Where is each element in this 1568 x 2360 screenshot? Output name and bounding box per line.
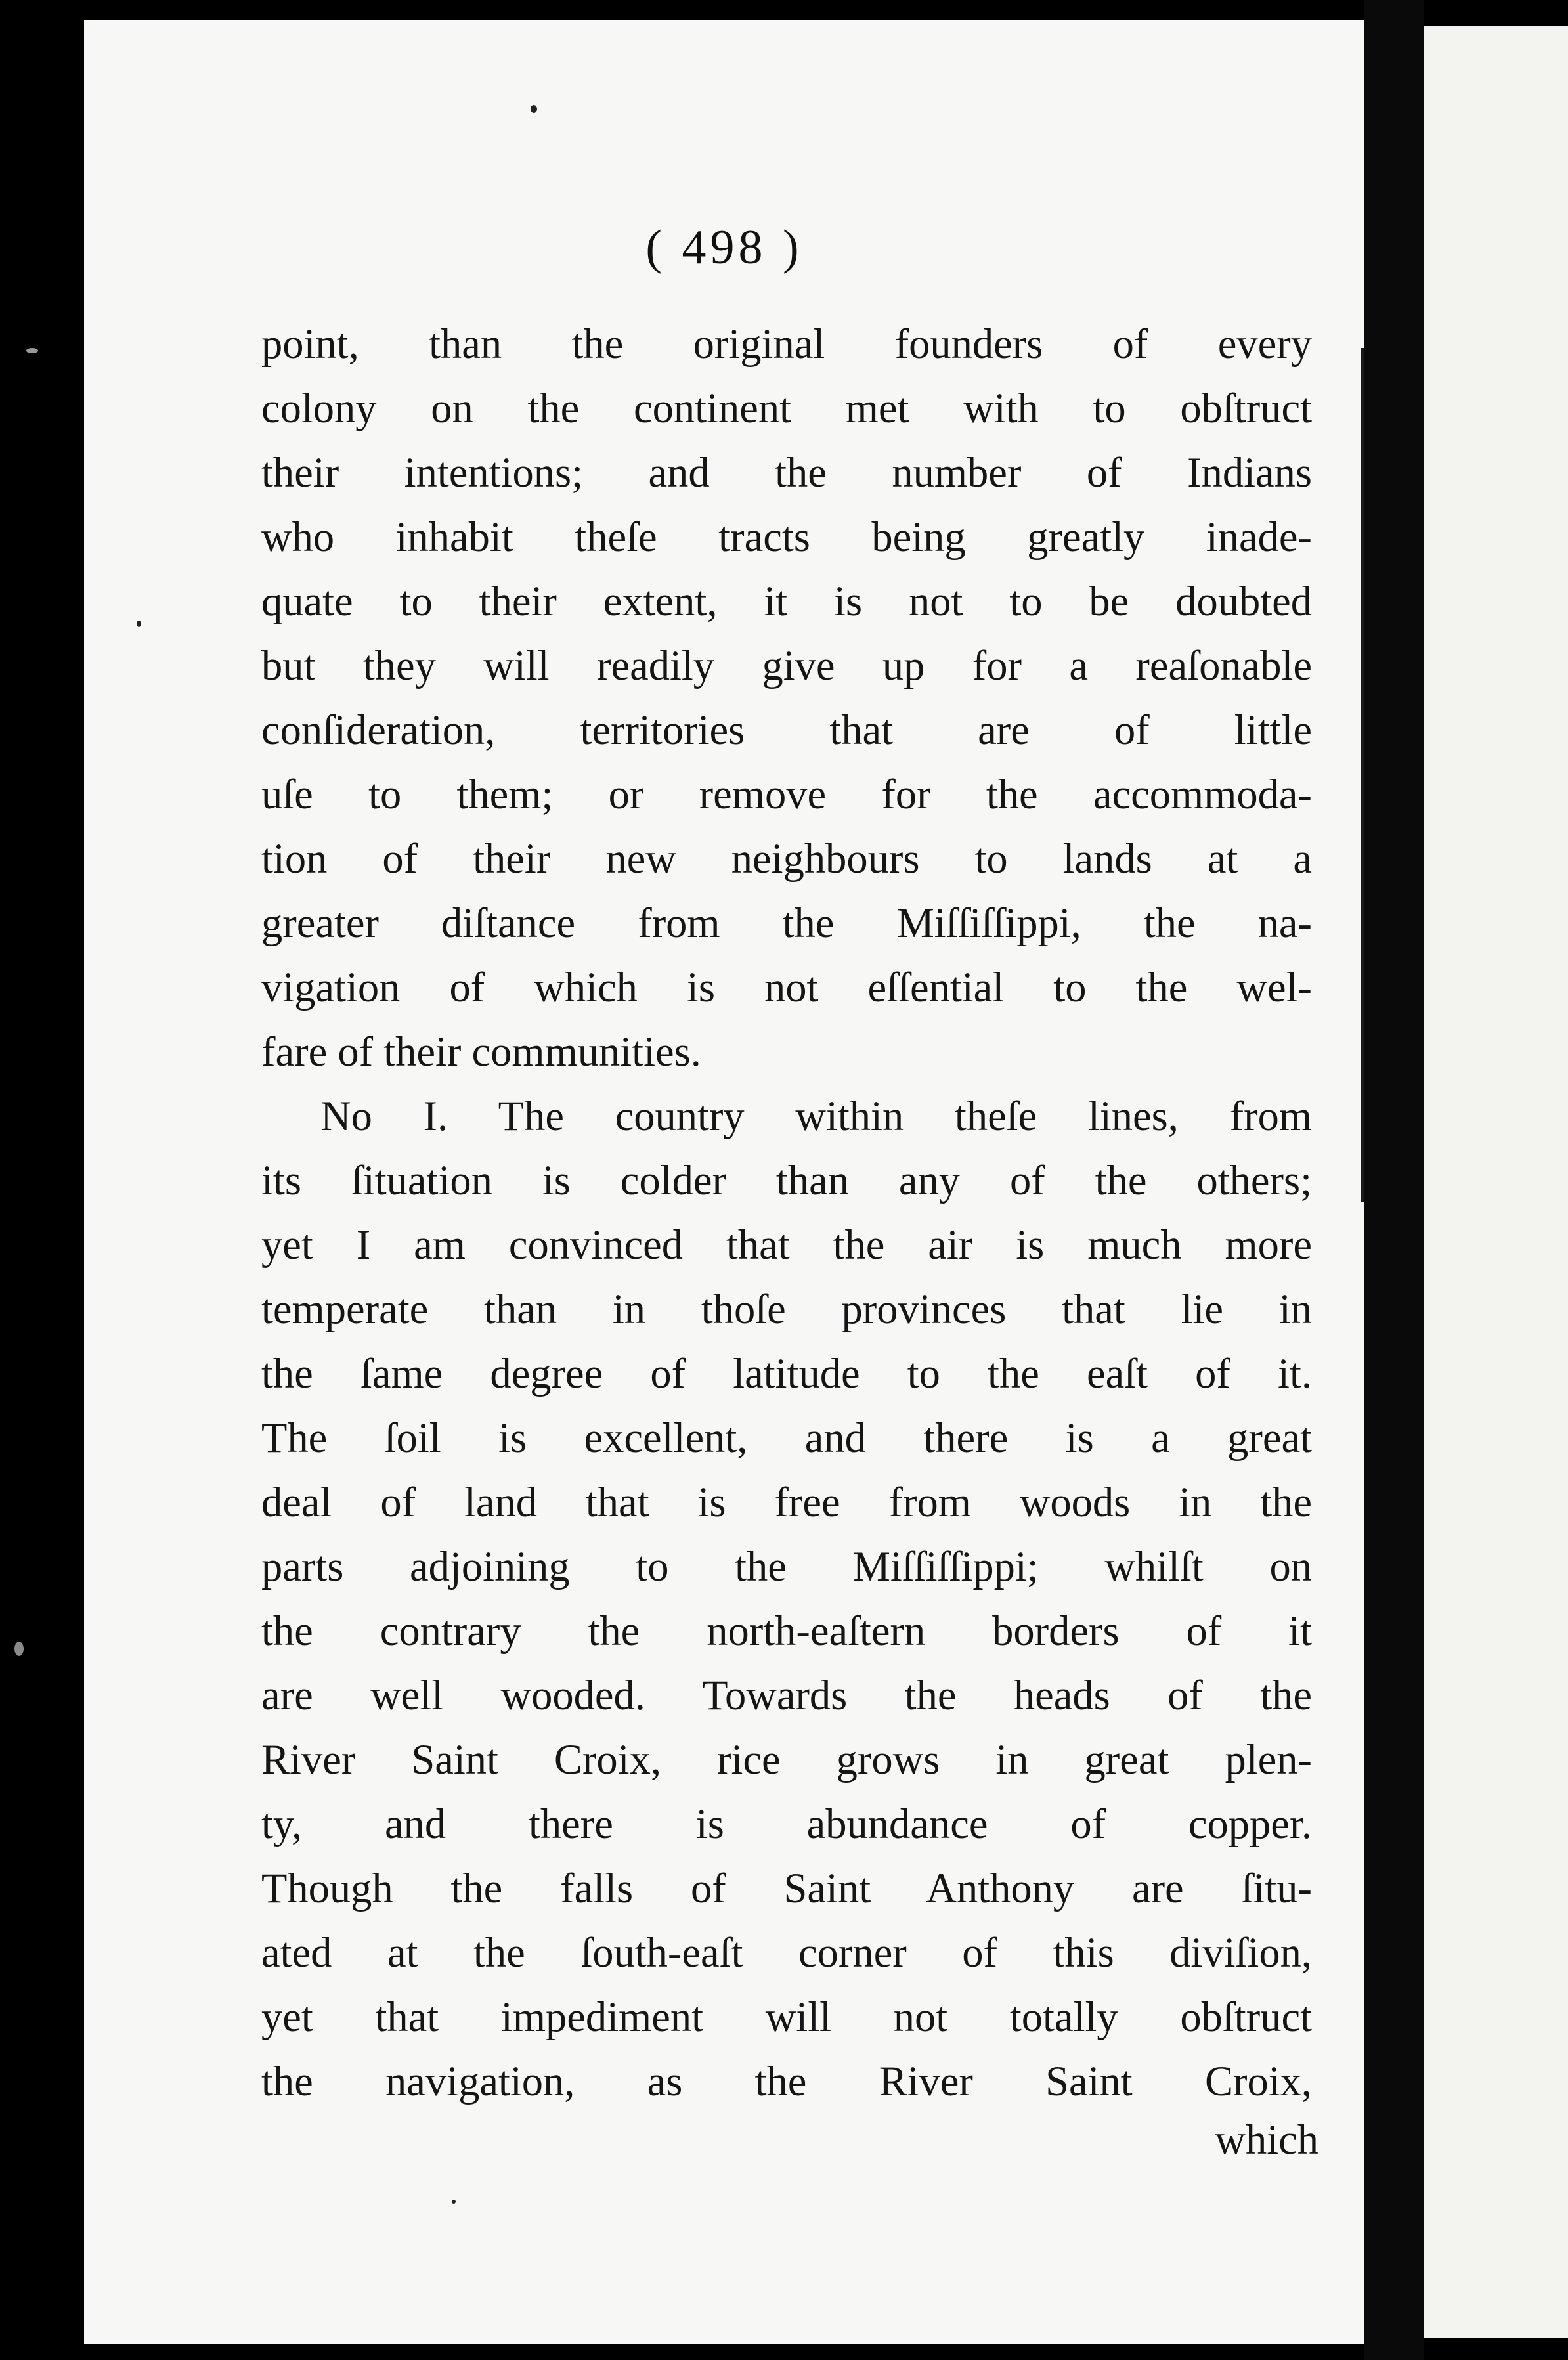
text-line: temperate than in thoſe provinces that lie in	[261, 1286, 1312, 1332]
text-line: fare of their communities.	[261, 1028, 701, 1075]
text-line: River Saint Croix, rice grows in great plen-	[261, 1736, 1312, 1783]
edge-mark	[1361, 348, 1364, 1202]
ink-speck	[531, 105, 537, 113]
page-text	[261, 312, 1312, 2114]
text-line: colony on the continent met with to obſtruct	[261, 385, 1312, 431]
text-line: ated at the ſouth-eaſt corner of this diviſion,	[261, 1929, 1312, 1976]
text-line: vigation of which is not eſſential to the wel-	[261, 964, 1312, 1011]
ink-speck	[452, 2200, 456, 2204]
text-line: deal of land that is free from woods in the	[261, 1479, 1312, 1525]
text-line: greater diſtance from the Miſſiſſippi, the na-	[261, 900, 1312, 946]
text-line: uſe to them; or remove for the accommoda-	[261, 771, 1312, 818]
text-line: quate to their extent, it is not to be doubted	[261, 578, 1312, 624]
text-line: their intentions; and the number of Indians	[261, 449, 1312, 496]
text-line: point, than the original founders of every	[261, 320, 1312, 367]
text-line: yet that impediment will not totally obſtruct	[261, 1994, 1312, 2040]
text-line: conſideration, territories that are of little	[261, 707, 1312, 753]
border-speck	[26, 348, 38, 353]
text-line: ty, and there is abundance of copper.	[261, 1801, 1312, 1847]
text-line: its ſituation is colder than any of the others;	[261, 1157, 1312, 1204]
text-line: No I. The country within theſe lines, from	[320, 1093, 1312, 1139]
page-number: ( 498 )	[645, 221, 803, 274]
text-line: the navigation, as the River Saint Croix,	[261, 2058, 1312, 2105]
text-line: the contrary the north-eaſtern borders of it	[261, 1607, 1312, 1654]
ink-speck	[137, 621, 141, 627]
catchword: which	[1215, 2116, 1318, 2163]
text-line: Though the falls of Saint Anthony are ſitu-	[261, 1865, 1312, 1912]
text-line: yet I am convinced that the air is much more	[261, 1221, 1312, 1268]
book-page	[84, 20, 1364, 2344]
text-line: but they will readily give up for a reaſonable	[261, 642, 1312, 689]
book-gutter	[1364, 0, 1424, 2360]
text-line: the ſame degree of latitude to the eaſt of it.	[261, 1350, 1312, 1397]
adjacent-page-edge	[1424, 26, 1568, 2338]
text-line: tion of their new neighbours to lands at a	[261, 835, 1312, 882]
border-speck	[14, 1642, 24, 1656]
text-line: are well wooded. Towards the heads of the	[261, 1672, 1312, 1718]
text-line: who inhabit theſe tracts being greatly inade-	[261, 514, 1312, 560]
text-line: The ſoil is excellent, and there is a great	[261, 1414, 1312, 1461]
text-line: parts adjoining to the Miſſiſſippi; whilſt on	[261, 1543, 1312, 1590]
